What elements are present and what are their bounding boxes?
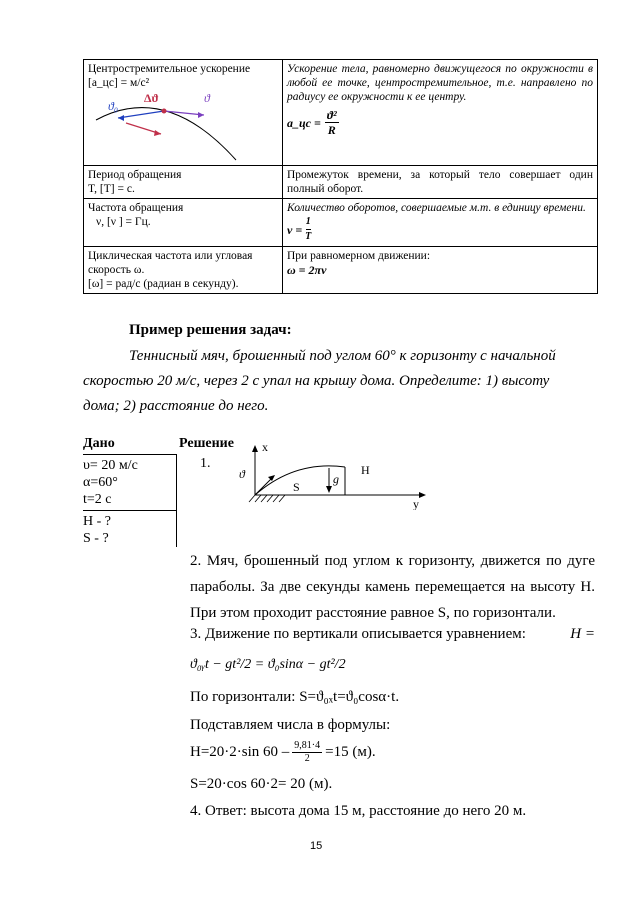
table-cell-definition [283,247,598,294]
find-values [83,511,177,549]
v-label: ϑ [239,467,245,481]
formula: ω = 2πν [287,263,327,277]
step-3-formula: ϑ₀ᵧt − gt²/2 = ϑ₀sinα − gt²/2 [190,657,346,672]
definitions-table [83,59,598,294]
table-cell-definition [283,60,598,166]
find-height: H - ? [83,514,111,529]
table-row [84,166,598,199]
given-block [83,436,177,549]
substitute-text: Подставляем числа в формулы: [190,717,391,733]
velocity-vector [255,477,273,495]
given-velocity: υ= 20 м/с [83,458,138,473]
h-calc-right: =15 (м). [325,744,376,760]
dtheta-label: Δϑ [144,91,159,105]
step-3-formula-lhs: H = [570,626,595,642]
h-calc-left: H=20·2·sin 60 – [190,744,290,760]
s-label: S [293,480,300,494]
step-3-text: 3. Движение по вертикали описывается уравнением: [190,626,526,642]
formula-block [287,215,593,244]
centripetal-diagram [86,90,271,170]
given-header: Дано [83,436,177,455]
solution-header: Решение [179,436,234,451]
distance-calculation: S=20·cos 60·2= 20 (м). [190,776,333,792]
table-cell-term [84,60,283,166]
g-label: g [333,472,339,486]
trajectory-diagram [225,440,435,510]
term-label: Период обращения [88,169,182,181]
given-time: t=2 с [83,492,112,507]
circle-arc [96,108,236,160]
table-row [84,199,598,247]
step-2-text: 2. Мяч, брошенный под углом к горизонту, движется по дуге параболы. За две секунды камень перемещается на высоту H. При этом проходит расстояние равное S, по горизонтали. [190,553,595,621]
term-label: Циклическая частота или угловая скорость ω. [88,250,253,276]
formula-numerator: 1 [306,215,311,230]
point-marker [162,109,167,114]
formula-denominator: R [327,123,336,137]
given-values [83,455,177,511]
h-calc-denominator: 2 [304,753,310,764]
unit-label: [a_цс] = м/с² [88,77,150,89]
term-label: Центростремительное ускорение [88,63,251,75]
definition-text: Количество оборотов, совершаемые м.т. в единицу времени. [287,202,586,214]
formula-denominator: T [305,231,312,242]
find-distance: S - ? [83,531,109,546]
table-row [84,60,598,166]
unit-label: ν, [ν ] = Гц. [96,216,151,228]
height-calculation [190,740,595,765]
table-cell-term [84,199,283,247]
h-label: H [361,463,370,477]
example-heading: Пример решения задач: [129,322,292,338]
problem-line-3: дома; 2) расстояние до него. [83,398,269,414]
unit-label: [ω] = рад/с (радиан в секунду). [88,278,239,290]
parabola-trajectory [255,466,345,495]
formula-lhs: a_цс = [287,115,321,130]
formula-numerator: ϑ² [326,108,337,122]
definition-text: Ускорение тела, равномерно движущегося по окружности в любой ее точке, центростремительное, т.е. направлено по радиусу ее окружности к ее центру. [287,63,593,103]
given-angle: α=60° [83,475,118,490]
horizontal-formula: По горизонтали: S=ϑ₀ₓt=ϑ₀cosα·t. [190,689,400,705]
v-label: ϑ [204,91,210,105]
problem-line-2: скоростью 20 м/с, через 2 с упал на крышу дома. Определите: 1) высоту [83,373,550,389]
formula-block [287,108,593,137]
v0-label: ϑ₀ [108,99,119,113]
formula-lhs: ν = [287,222,303,237]
step-1-number: 1. [200,456,211,471]
v0-vector [118,111,164,118]
answer-text: 4. Ответ: высота дома 15 м, расстояние до него 20 м. [190,803,527,819]
unit-label: T, [T] = с. [88,183,135,195]
x-label: x [262,440,268,454]
problem-line-1: Теннисный мяч, брошенный под углом 60° к горизонту с начальной [129,348,556,364]
step-3-line [190,625,595,644]
table-row [84,247,598,294]
term-label: Частота обращения [88,202,184,214]
table-cell-definition [283,199,598,247]
definition-text: При равномерном движении: [287,250,431,262]
table-cell-term [84,166,283,199]
table-cell-definition: Промежуток времени, за который тело совершает один полный оборот. [283,166,598,199]
y-label: y [413,497,419,510]
page-number: 15 [310,840,323,852]
table-cell-term [84,247,283,294]
h-calc-numerator: 9,81·4 [294,740,321,751]
given-divider [176,455,177,547]
